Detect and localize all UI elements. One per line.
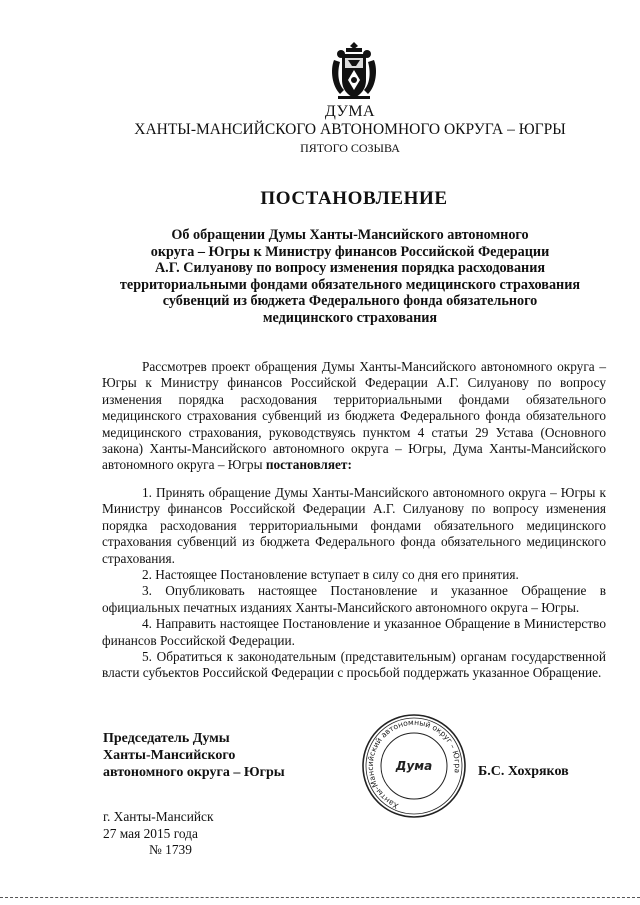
subject-line: А.Г. Силуанову по вопросу изменения порядка расходования: [154, 260, 546, 277]
decision-item: 1. Принять обращение Думы Ханты-Мансийского автономного округа – Югры к Министру финансов Российской Федерации А.Г. Силуанову по вопросу изменения порядка расходования территориальными фондами обязательного медицинского страхования субвенций из бюджета Федерального фонда обязательного медицинского страхования.: [102, 485, 606, 566]
footer-rule: [0, 897, 640, 899]
subject-line: медицинского страхования: [262, 309, 438, 326]
subject-line: округа – Югры к Министру финансов Российской Федерации: [150, 243, 550, 260]
preamble-paragraph: [102, 359, 606, 474]
decision-item: 2. Настоящее Постановление вступает в силу со дня его принятия.: [142, 567, 519, 583]
subject-line: Об обращении Думы Ханты-Мансийского автономного: [171, 227, 529, 243]
okrug-title: ХАНТЫ-МАНСИЙСКОГО АВТОНОМНОГО ОКРУГА – ЮГРЫ: [134, 121, 566, 138]
duma-title: ДУМА: [324, 103, 376, 120]
signer-position-line: Председатель Думы: [103, 731, 230, 746]
preamble-text: Рассмотрев проект обращения Думы Ханты-Мансийского автономного округа – Югры к Министру финансов Российской Федерации А.Г. Силуанову по вопросу изменения порядка расходования территориальными фондами обязательного медицинского страхования субвенций из бюджета Федерального фонда обязательного медицинского страхования, руководствуясь пунктом 4 статьи 29 Устава (Основного закона) Ханты-Мансийского автономного округа – Югры, Дума Ханты-Мансийского автономного округа – Югры: [102, 359, 606, 473]
issue-date: 27 мая 2015 года: [103, 825, 198, 841]
signer-position-line: автономного округа – Югры: [103, 765, 285, 781]
document-type-title: ПОСТАНОВЛЕНИЕ: [260, 188, 448, 209]
decision-item: 3. Опубликовать настоящее Постановление и указанное Обращение в официальных печатных изданиях Ханты-Мансийского автономного округа – Югры.: [102, 583, 606, 615]
decision-item: 5. Обратиться к законодательным (представительным) органам государственной власти субъектов Российской Федерации с просьбой поддержать указанное Обращение.: [102, 649, 606, 681]
decision-items: [102, 485, 606, 682]
decision-keyword: постановляет:: [265, 457, 352, 473]
signer-position-line: Ханты-Мансийского: [103, 748, 236, 764]
signer-name: Б.С. Хохряков: [478, 764, 569, 779]
subject-line: субвенций из бюджета Федерального фонда обязательного: [162, 293, 538, 310]
stamp-center-text: Дума: [395, 759, 433, 773]
issue-details: [103, 809, 214, 859]
issue-number: № 1739: [149, 842, 192, 857]
coat-of-arms-icon: [328, 40, 380, 102]
document-subject: [100, 227, 600, 327]
convocation-label: ПЯТОГО СОЗЫВА: [300, 141, 400, 155]
official-stamp: [355, 714, 473, 822]
stamp-ring-text: Ханты-Мансийский автономный округ – Югра: [365, 717, 463, 811]
issue-place: г. Ханты-Мансийск: [103, 809, 214, 824]
subject-line: территориальными фондами обязательного медицинского страхования: [119, 276, 581, 293]
signer-position: [103, 730, 285, 782]
decision-item: 4. Направить настоящее Постановление и указанное Обращение в Министерство финансов Российской Федерации.: [102, 616, 606, 648]
